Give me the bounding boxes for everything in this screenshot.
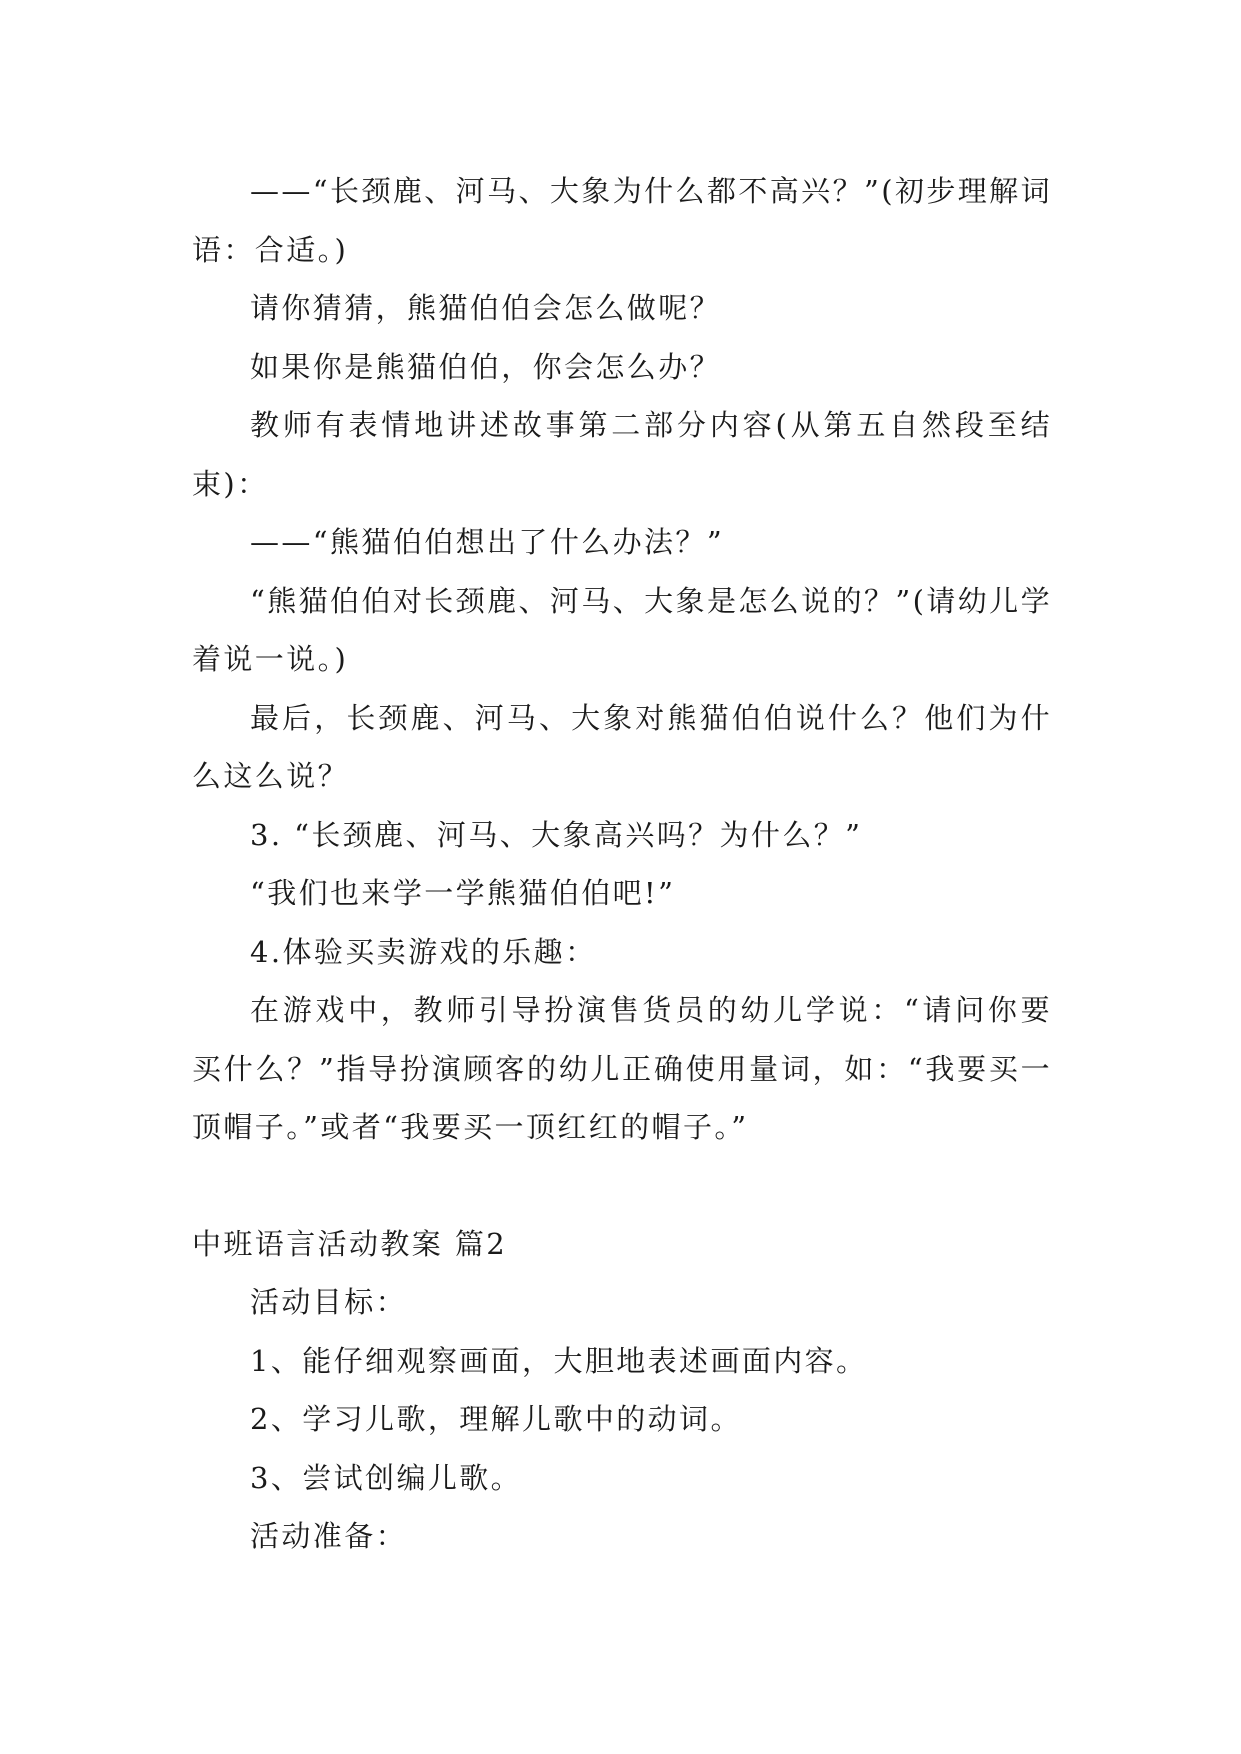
paragraph: 请你猜猜，熊猫伯伯会怎么做呢？: [250, 291, 722, 325]
paragraph: “熊猫伯伯对长颈鹿、河马、大象是怎么说的？”(请幼儿学着说一说。): [192, 583, 1052, 676]
paragraph: 2、学习儿歌，理解儿歌中的动词。: [250, 1402, 742, 1436]
paragraph: 3、尝试创编儿歌。: [250, 1460, 523, 1495]
paragraph: 1、能仔细观察画面，大胆地表述画面内容。: [250, 1343, 868, 1378]
paragraph: 活动准备：: [250, 1519, 408, 1553]
paragraph: “我们也来学一学熊猫伯伯吧!”: [250, 876, 676, 910]
paragraph: ——“长颈鹿、河马、大象为什么都不高兴？”(初步理解词语：合适。): [192, 174, 1052, 267]
paragraph: 4.体验买卖游戏的乐趣：: [250, 934, 597, 969]
paragraph: 最后，长颈鹿、河马、大象对熊猫伯伯说什么？他们为什么这么说？: [192, 700, 1052, 793]
section-title: 中班语言活动教案 篇2: [192, 1226, 508, 1261]
paragraph: ——“熊猫伯伯想出了什么办法？”: [250, 525, 725, 559]
paragraph: 教师有表情地讲述故事第二部分内容(从第五自然段至结束)：: [192, 408, 1052, 501]
paragraph: 在游戏中，教师引导扮演售货员的幼儿学说：“请问你要买什么？”指导扮演顾客的幼儿正确使用量词，如：“我要买一顶帽子。”或者“我要买一顶红红的帽子。”: [192, 993, 1052, 1144]
paragraph: 如果你是熊猫伯伯，你会怎么办？: [250, 349, 722, 384]
document-body: [192, 162, 1052, 1566]
paragraph: 3. “长颈鹿、河马、大象高兴吗？为什么？”: [250, 817, 863, 852]
paragraph: 活动目标：: [250, 1285, 408, 1319]
